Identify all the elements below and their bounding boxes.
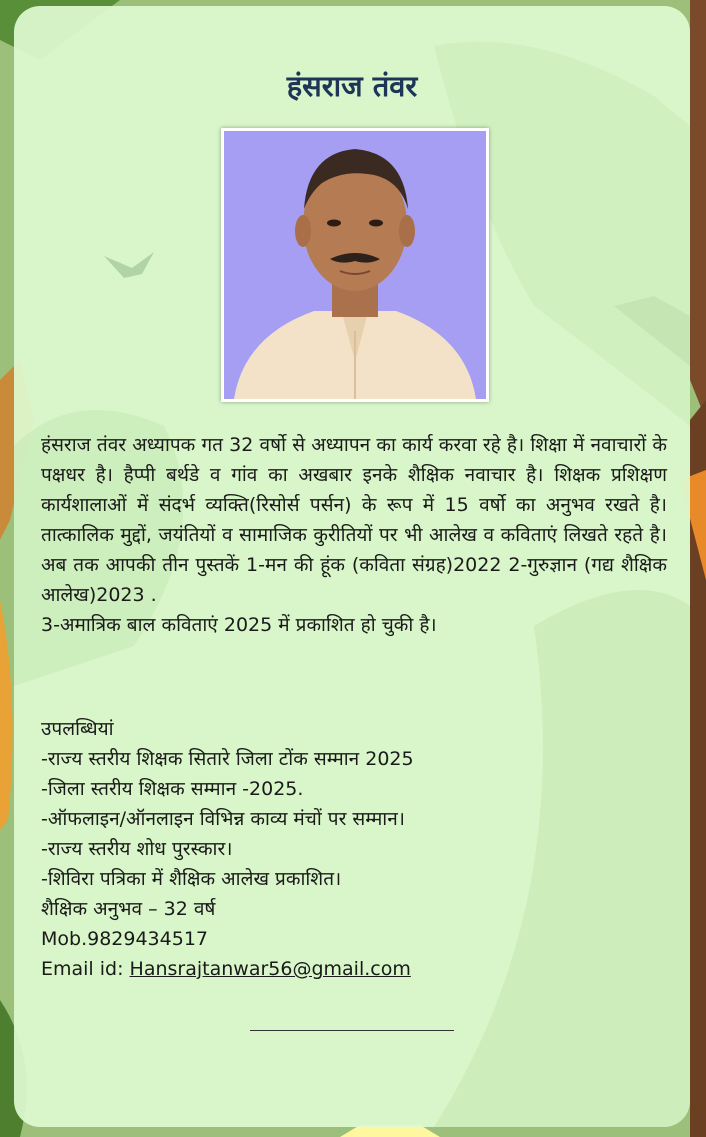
achievements-heading: उपलब्धियां: [41, 718, 114, 740]
bio-paragraph: हंसराज तंवर अध्यापक गत 32 वर्षो से अध्यापन का कार्य करवा रहे है। शिक्षा में नवाचारों के पक्षधर है। हैप्पी बर्थडे व गांव का अखबार इनके शैक्षिक नवाचार है। शिक्षक प्रशिक्षण कार्यशालाओं में संदर्भ व्यक्ति(रिसोर्स पर्सन) के रूप में 15 वर्षो का अनुभव रखते है। तात्कालिक मुद्दों, जयंतियों व सामाजिक कुरीतियों पर भी आलेख व कविताएं लिखते रहते है। अब तक आपकी तीन पुस्तकें 1-मन की हूंक (कविता संग्रह)2022 2-गुरुज्ञान (गद्य शैक्षिक आलेख)2023 .: [41, 434, 667, 606]
achievement-item: -राज्य स्तरीय शिक्षक सितारे जिला टोंक सम्मान 2025: [41, 748, 414, 770]
profile-photo: [221, 128, 489, 402]
achievement-item: -ऑफलाइन/ऑनलाइन विभिन्न काव्य मंचों पर सम्मान।: [41, 808, 405, 830]
mobile-number: Mob.9829434517: [41, 928, 209, 950]
achievement-item: -जिला स्तरीय शिक्षक सम्मान -2025.: [41, 778, 304, 800]
experience-line: शैक्षिक अनुभव – 32 वर्ष: [41, 898, 216, 920]
email-line: [41, 954, 667, 984]
person-portrait-icon: [224, 131, 486, 399]
email-link[interactable]: Hansrajtanwar56@gmail.com: [129, 958, 411, 980]
page-title: हंसराज तंवर: [286, 69, 418, 103]
bottom-divider: [250, 1030, 454, 1031]
achievements-section: [41, 714, 667, 984]
bio-paragraph: 3-अमात्रिक बाल कविताएं 2025 में प्रकाशित हो चुकी है।: [41, 614, 437, 636]
achievement-item: -राज्य स्तरीय शोध पुरस्कार।: [41, 838, 233, 860]
email-label: Email id:: [41, 958, 130, 980]
bio-section: [41, 430, 667, 640]
achievement-item: -शिविरा पत्रिका में शैक्षिक आलेख प्रकाशित।: [41, 868, 342, 890]
profile-card: [14, 6, 690, 1127]
